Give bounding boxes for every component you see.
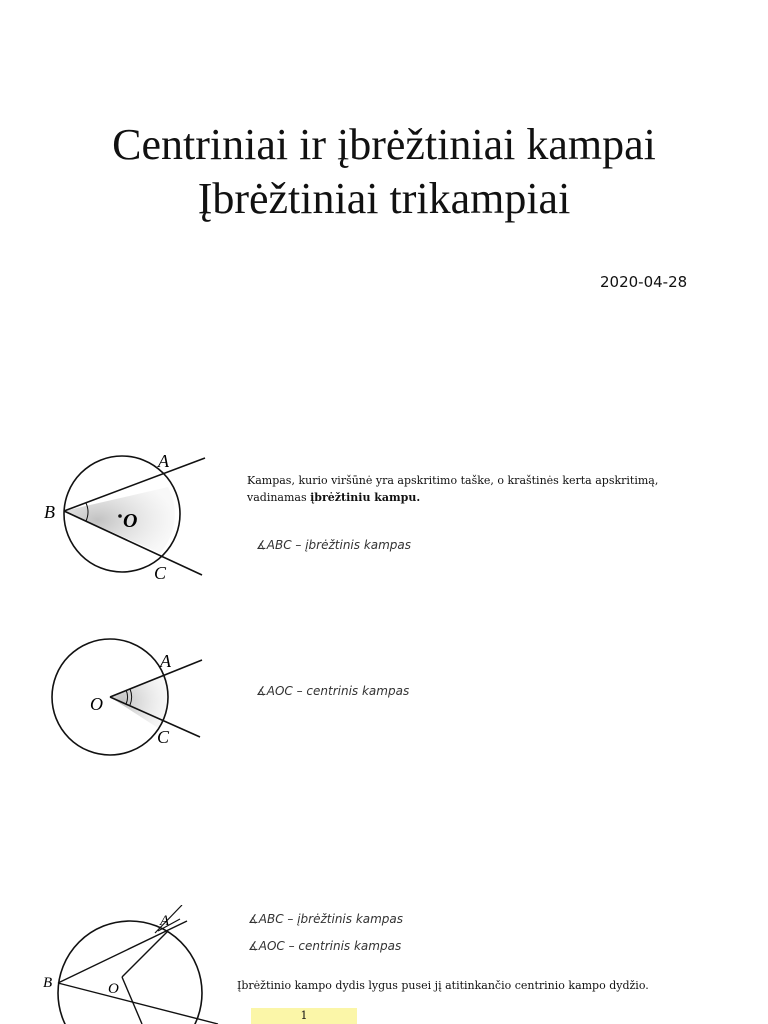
- point-c-label: C: [154, 563, 167, 583]
- date-label: 2020-04-28: [600, 273, 688, 291]
- point-c-label: C: [157, 727, 170, 747]
- point-o-label: O: [108, 981, 119, 997]
- angle-rule-text: Įbrėžtinio kampo dydis lygus pusei jį atitinkančio centrinio kampo dydžio.: [237, 979, 649, 992]
- central-angle-note-2-text: ∡AOC – centrinis kampas: [248, 939, 402, 953]
- inscribed-angle-note-2-text: ∡ABC – įbrėžtinis kampas: [248, 912, 404, 926]
- inscribed-angle-note-2: [248, 912, 403, 926]
- point-o-label: O: [90, 694, 103, 714]
- title-line-2: Įbrėžtiniai trikampiai: [197, 174, 571, 223]
- combined-angles-figure: [30, 905, 230, 1024]
- point-o-label: O: [123, 510, 138, 532]
- title-line-1: Centriniai ir įbrėžtiniai kampai: [112, 120, 656, 169]
- point-b-label: B: [44, 502, 55, 522]
- highlighted-fraction: [251, 1008, 357, 1024]
- central-angle-note-text: ∡AOC – centrinis kampas: [256, 684, 410, 698]
- central-angle-note-2: [248, 939, 401, 953]
- inscribed-angle-figure: [40, 445, 215, 585]
- central-angle-figure: [40, 630, 215, 760]
- definition-body: Kampas, kurio viršūnė yra apskritimo taške, o kraštinės kerta apskritimą, vadinamas: [247, 474, 659, 504]
- definition-term: įbrėžtiniu kampu.: [310, 491, 421, 504]
- inscribed-angle-note-text: ∡ABC – įbrėžtinis kampas: [256, 538, 412, 552]
- point-a-label: A: [160, 651, 171, 671]
- central-angle-note: [256, 684, 409, 698]
- inscribed-angle-note: [256, 538, 411, 552]
- point-b-label: B: [43, 975, 53, 991]
- point-a-label: A: [158, 451, 169, 471]
- page-title: [0, 118, 768, 226]
- definition-text: [247, 472, 707, 506]
- point-a-label: A: [160, 913, 170, 929]
- fraction-numerator: 1: [300, 1009, 308, 1022]
